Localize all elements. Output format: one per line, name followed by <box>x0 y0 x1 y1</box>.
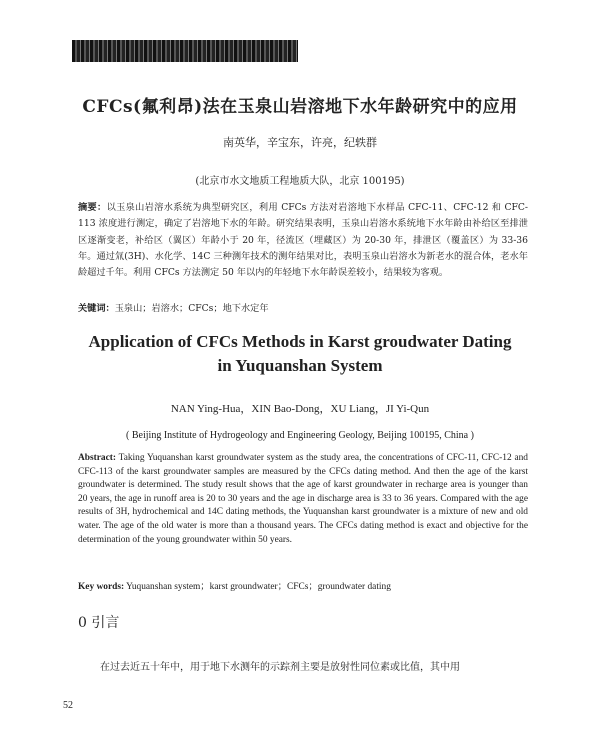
chinese-abstract <box>78 200 528 281</box>
english-abstract-label: Abstract: <box>78 453 117 463</box>
english-title <box>0 330 600 378</box>
english-affiliation: ( Beijing Institute of Hydrogeology and Engineering Geology, Beijing 100195, China ) <box>126 430 474 441</box>
chinese-abstract-label: 摘要： <box>78 202 107 213</box>
english-authors: NAN Ying-Hua，XIN Bao-Dong，XU Liang，JI Yi-Qun <box>170 403 430 415</box>
chinese-abstract-text: 以玉泉山岩溶水系统为典型研究区，利用 CFCs 方法对岩溶地下水样品 CFC-11、CFC-12 和 CFC-113 浓度进行测定，确定了岩溶地下水的年龄。研究结果表明，玉泉山岩溶水系统地下水年龄由补给区至排泄区逐渐变老，补给区（翼区）年龄小于 20 年，径流区（埋藏区）为 20-30 年，排泄区（覆盖区）为 33-36 年。通过氚(3H)、水化学、14C 三种测年技术的测年结果对比，表明玉泉山岩溶水为新老水的混合体，老水年龄超过千年。利用 CFCs 方法测定 50 年以内的年轻地下水年龄误差较小，结果较为客观。 <box>78 202 529 279</box>
english-keywords <box>78 578 528 592</box>
header-decoration-bar <box>72 40 298 62</box>
page-number: 52 <box>63 700 73 711</box>
english-abstract-text: Taking Yuquanshan karst groundwater system as the study area, the concentrations of CFC-11, CFC-12 and CFC-113 of the karst groundwater samples are measured by the CFCs dating method. And then the age of the karst groundwater is determined. The study result shows that the age of karst groundwater in recharge area is younger than 20 years, the age in runoff area is 20 to 30 years and the age in discharge area is 33 to 36 years. Compared with the age results of 3H, hydrochemical and 14C dating methods, the Yuquanshan karst groundwater is a mixture of new and old water. The age of the old water is more than a thousand years. The CFCs dating method is exact and objective for the determination of the young groundwater within 50 years. <box>78 453 528 545</box>
chinese-keywords-label: 关键词： <box>78 303 115 314</box>
section-body-text: 在过去近五十年中，用于地下水测年的示踪剂主要是放射性同位素或比值，其中用 <box>100 662 460 673</box>
chinese-keywords <box>78 300 528 314</box>
english-keywords-text: Yuquanshan system；karst groundwater；CFCs；groundwater dating <box>126 582 391 592</box>
section-heading: 0 引言 <box>78 615 120 631</box>
chinese-keywords-text: 玉泉山；岩溶水；CFCs；地下水定年 <box>114 303 269 314</box>
english-title-line-2: in Yuquanshan System <box>217 356 383 375</box>
chinese-affiliation: (北京市水文地质工程地质大队，北京 100195) <box>195 176 405 187</box>
chinese-title: CFCs(氟利昂)法在玉泉山岩溶地下水年龄研究中的应用 <box>82 97 518 117</box>
english-abstract <box>78 452 528 547</box>
english-title-line-1: Application of CFCs Methods in Karst groudwater Dating <box>88 332 512 351</box>
english-keywords-label: Key words: <box>78 582 125 592</box>
chinese-authors: 南英华，辛宝东，许亮，纪轶群 <box>223 136 377 149</box>
